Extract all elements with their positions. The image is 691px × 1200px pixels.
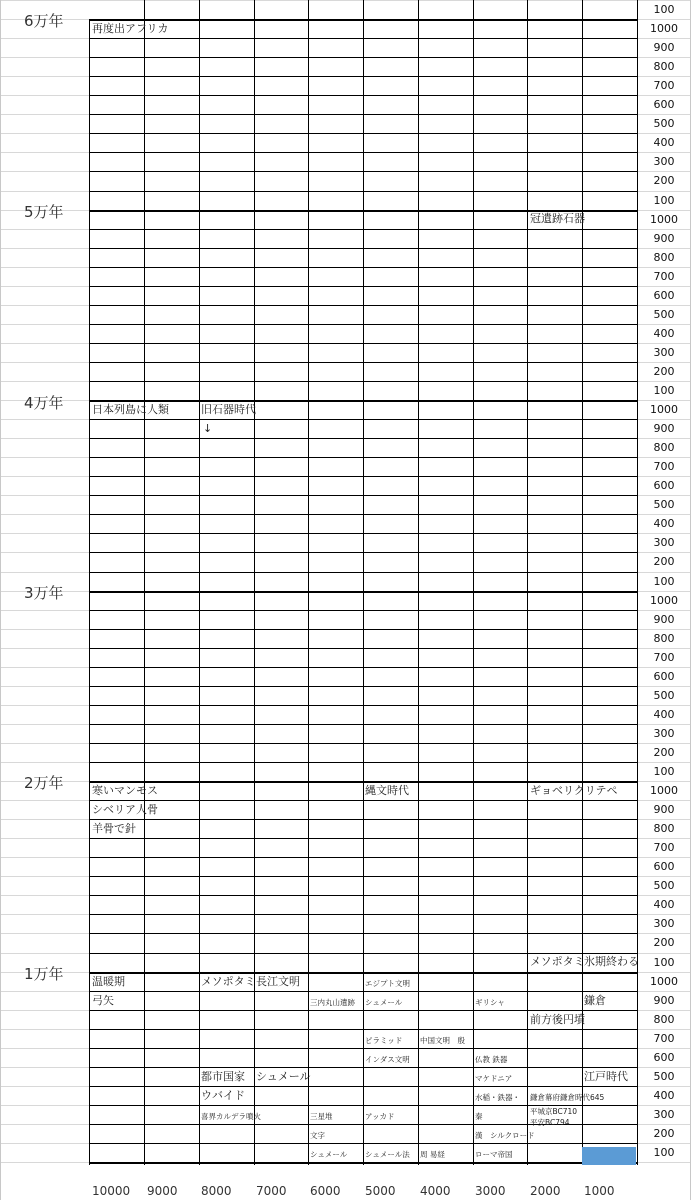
epoch-label: 1万年 [24, 965, 64, 983]
row-value: 1000 [650, 403, 678, 416]
row-value: 100 [653, 384, 675, 397]
row-value: 900 [653, 613, 675, 626]
row-value: 600 [653, 98, 675, 111]
row-value: 400 [653, 708, 675, 721]
event-cell[interactable]: 鎌倉幕府鎌倉時代645 [530, 1093, 605, 1102]
event-cell[interactable]: ↓ [203, 422, 213, 435]
event-cell[interactable]: 旧石器時代 [201, 403, 256, 416]
event-cell[interactable]: メソポタミ [201, 975, 256, 988]
event-cell[interactable]: ローマ帝国 [475, 1150, 513, 1159]
epoch-label: 5万年 [24, 203, 64, 221]
grid-column-border [199, 0, 200, 1165]
event-cell[interactable]: 平安BC794 [530, 1118, 570, 1127]
row-value: 300 [653, 727, 675, 740]
row-value: 400 [653, 136, 675, 149]
row-value: 200 [653, 174, 675, 187]
row-value: 100 [653, 194, 675, 207]
column-year-label: 3000 [475, 1184, 506, 1198]
row-value: 900 [653, 422, 675, 435]
row-value: 300 [653, 1108, 675, 1121]
grid-column-border [308, 0, 309, 1165]
row-value: 100 [653, 956, 675, 969]
row-value: 500 [653, 117, 675, 130]
event-cell[interactable]: 羊骨で針 [92, 822, 136, 835]
event-cell[interactable]: シュメール [310, 1150, 348, 1159]
row-value: 600 [653, 289, 675, 302]
grid-column-border [363, 0, 364, 1165]
row-value: 700 [653, 651, 675, 664]
row-value: 500 [653, 879, 675, 892]
event-cell[interactable]: 寒いマンモス [92, 784, 158, 797]
grid-column-border [473, 0, 474, 1165]
event-cell[interactable]: 長江文明 [256, 975, 300, 988]
event-cell[interactable]: ギョベリクリテペ [530, 784, 618, 797]
row-value: 600 [653, 670, 675, 683]
row-value: 900 [653, 803, 675, 816]
epoch-label: 2万年 [24, 774, 64, 792]
event-cell[interactable]: ウバイド [201, 1089, 245, 1102]
sheet-column-divider [0, 0, 1, 1200]
epoch-label: 6万年 [24, 12, 64, 30]
event-cell[interactable]: ギリシャ [475, 998, 505, 1007]
event-cell[interactable]: マケドニア [475, 1074, 513, 1083]
row-value: 100 [653, 575, 675, 588]
row-value: 1000 [650, 213, 678, 226]
grid-column-border [89, 19, 90, 1165]
row-value: 1000 [650, 22, 678, 35]
row-value: 300 [653, 346, 675, 359]
event-cell[interactable]: 漢 シルクロード [475, 1131, 535, 1140]
column-year-label: 9000 [147, 1184, 178, 1198]
event-cell[interactable]: 江戸時代 [584, 1070, 628, 1083]
column-year-label: 8000 [201, 1184, 232, 1198]
row-value: 200 [653, 746, 675, 759]
event-cell[interactable]: 再度出アフリカ [92, 22, 169, 35]
row-value: 700 [653, 79, 675, 92]
event-cell[interactable]: 仏教 鉄器 [475, 1055, 508, 1064]
event-cell[interactable]: シュメール [256, 1070, 311, 1083]
grid-column-border [527, 0, 528, 1165]
event-cell[interactable]: 鎌倉 [584, 994, 606, 1007]
row-value: 500 [653, 1070, 675, 1083]
row-value: 400 [653, 898, 675, 911]
event-cell[interactable]: 三内丸山遺跡 [310, 998, 355, 1007]
event-cell[interactable]: 冠遺跡石器 [530, 212, 585, 225]
grid-column-border [418, 0, 419, 1165]
row-value: 800 [653, 441, 675, 454]
row-value: 900 [653, 232, 675, 245]
row-value: 400 [653, 517, 675, 530]
row-value: 300 [653, 155, 675, 168]
selected-cell[interactable] [582, 1147, 636, 1165]
row-value: 800 [653, 60, 675, 73]
grid-column-border [144, 0, 145, 1165]
row-value: 800 [653, 1013, 675, 1026]
row-value: 900 [653, 994, 675, 1007]
row-value: 100 [653, 3, 675, 16]
event-cell[interactable]: エジプト文明 [365, 979, 410, 988]
column-year-label: 7000 [256, 1184, 287, 1198]
row-value: 200 [653, 365, 675, 378]
row-value: 1000 [650, 975, 678, 988]
row-value: 600 [653, 479, 675, 492]
column-year-label: 4000 [420, 1184, 451, 1198]
row-value: 200 [653, 1127, 675, 1140]
row-value: 200 [653, 555, 675, 568]
row-value: 500 [653, 308, 675, 321]
event-cell[interactable]: 弓矢 [92, 994, 114, 1007]
event-cell[interactable]: アッカド [365, 1112, 395, 1121]
event-cell[interactable]: 縄文時代 [365, 784, 409, 797]
event-cell[interactable]: 中国文明 殷 [420, 1036, 465, 1045]
column-year-label: 5000 [365, 1184, 396, 1198]
row-value: 500 [653, 498, 675, 511]
row-value: 400 [653, 327, 675, 340]
epoch-label: 3万年 [24, 584, 64, 602]
event-cell[interactable]: 水稲・鉄器・ [475, 1093, 520, 1102]
row-value: 1000 [650, 784, 678, 797]
row-value: 800 [653, 251, 675, 264]
row-value: 100 [653, 765, 675, 778]
column-year-label: 1000 [584, 1184, 615, 1198]
row-divider [0, 0, 691, 1]
event-cell[interactable]: 文字 [310, 1131, 325, 1140]
event-cell[interactable]: 日本列島に人類 [92, 403, 169, 416]
row-value: 700 [653, 270, 675, 283]
event-cell[interactable]: メソポタミ [530, 955, 585, 968]
row-value: 700 [653, 841, 675, 854]
event-cell[interactable]: 前方後円墳 [530, 1013, 585, 1026]
row-value: 600 [653, 860, 675, 873]
row-value: 600 [653, 1051, 675, 1064]
event-cell[interactable]: 温暖期 [92, 975, 125, 988]
row-value: 100 [653, 1146, 675, 1159]
row-value: 800 [653, 822, 675, 835]
event-cell[interactable]: 氷期終わる [584, 955, 639, 968]
row-value: 700 [653, 1032, 675, 1045]
column-year-label: 6000 [310, 1184, 341, 1198]
column-year-label: 10000 [92, 1184, 131, 1198]
row-value: 800 [653, 632, 675, 645]
event-cell[interactable]: 平城京BC710 [530, 1107, 578, 1116]
grid-column-border [582, 0, 583, 1165]
column-year-label: 2000 [530, 1184, 561, 1198]
event-cell[interactable]: シベリア人骨 [92, 803, 158, 816]
event-cell[interactable]: 三星堆 [310, 1112, 333, 1121]
row-value: 200 [653, 936, 675, 949]
event-cell[interactable]: 喜界カルデラ噴火 [201, 1112, 261, 1121]
row-value: 300 [653, 536, 675, 549]
epoch-label: 4万年 [24, 394, 64, 412]
event-cell[interactable]: シュメール [365, 998, 403, 1007]
row-value: 700 [653, 460, 675, 473]
row-value: 900 [653, 41, 675, 54]
event-cell[interactable]: シュメール法 [365, 1150, 410, 1159]
row-value: 500 [653, 689, 675, 702]
event-cell[interactable]: ピラミッド [365, 1036, 403, 1045]
row-value: 1000 [650, 594, 678, 607]
grid-column-border [254, 0, 255, 1165]
event-cell[interactable]: インダス文明 [365, 1055, 410, 1064]
row-value: 300 [653, 917, 675, 930]
event-cell[interactable]: 都市国家 [201, 1070, 245, 1083]
row-value: 400 [653, 1089, 675, 1102]
event-cell[interactable]: 周 易経 [420, 1150, 445, 1159]
event-cell[interactable]: 秦 [475, 1112, 483, 1121]
